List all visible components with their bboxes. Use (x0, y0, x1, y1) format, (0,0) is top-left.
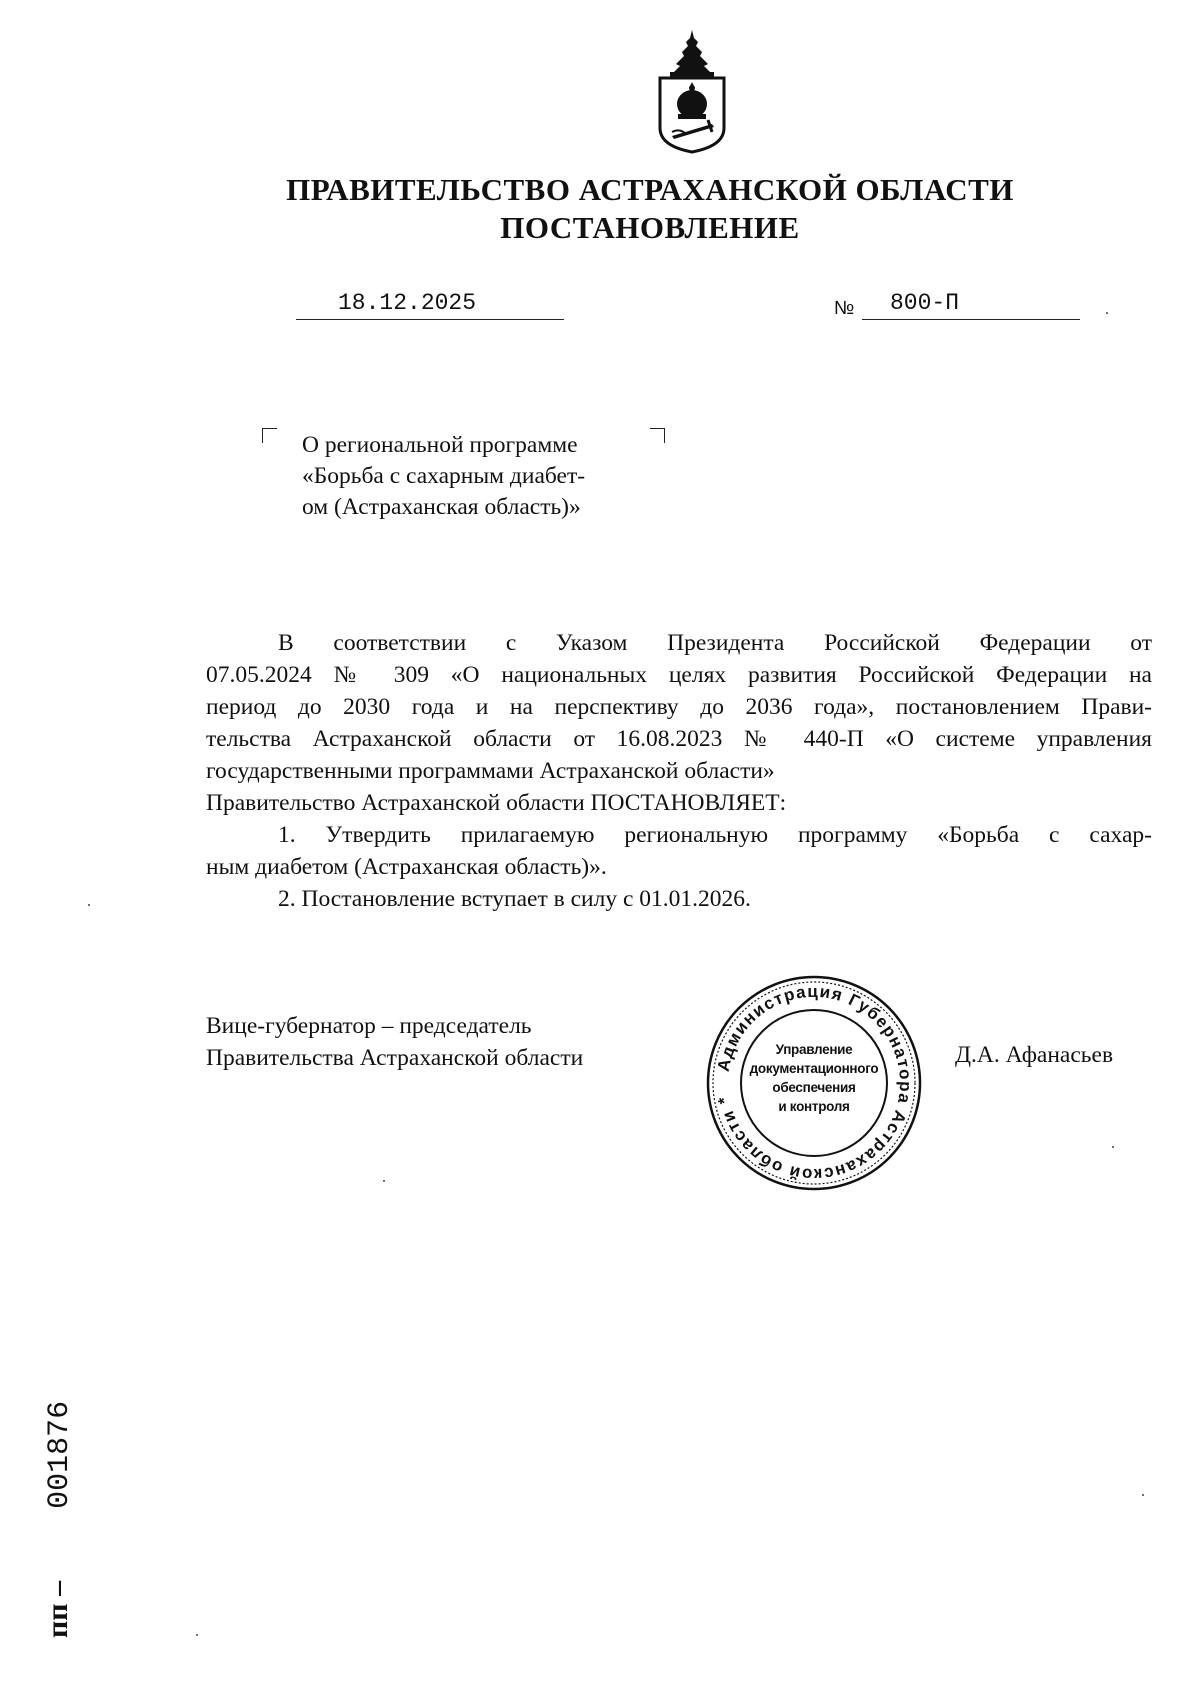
preamble-line: 07.05.2024 № 309 «О национальных целях развития Российской Федерации на (206, 662, 1152, 688)
signer-title (206, 1010, 583, 1074)
document-date: 18.12.2025 (296, 290, 564, 320)
side-mark-number: 001876 (43, 1400, 77, 1509)
stamp-center-line: обеспечения (772, 1080, 856, 1095)
stamp-ring-text: Администрация Губернатора Астраханской области * (713, 981, 916, 1185)
subject-line: «Борьба с сахарным диабет- (302, 463, 586, 489)
item-1-line: 1. Утвердить прилагаемую региональную программу «Борьба с сахар- (278, 822, 1152, 848)
document-subject (302, 430, 662, 523)
subject-corner-left (262, 428, 277, 443)
item-2-line: 2. Постановление вступает в силу с 01.01.2026. (278, 886, 751, 912)
subject-line: ом (Астраханская область)» (302, 494, 581, 520)
coat-of-arms-icon (654, 28, 730, 154)
signer-title-line: Правительства Астраханской области (206, 1045, 584, 1071)
item-1-line: ным диабетом (Астраханская область)». (206, 854, 607, 880)
scan-speck (1142, 1494, 1144, 1496)
preamble-line: тельства Астраханской области от 16.08.2023 № 440-П «О системе управления (206, 726, 1152, 752)
number-sign: № (834, 298, 855, 319)
scan-speck (88, 904, 90, 906)
preamble-line: В соответствии с Указом Президента Российской Федерации от (278, 630, 1152, 656)
resolution-line: Правительство Астраханской области ПОСТАНОВЛЯЕТ: (206, 790, 787, 816)
scan-speck (196, 1634, 198, 1636)
preamble-line: государственными программами Астраханской области» (206, 758, 775, 784)
document-type-title: ПОСТАНОВЛЕНИЕ (500, 210, 800, 245)
preamble-line: период до 2030 года и на перспективу до 2036 года», постановлением Прави- (206, 694, 1152, 720)
side-registration-mark (38, 1378, 78, 1638)
scan-speck (1106, 312, 1108, 314)
stamp-center-line: Управление (775, 1042, 853, 1057)
scan-speck (383, 1180, 385, 1182)
stamp-center-line: и контроля (778, 1099, 850, 1114)
official-stamp (703, 972, 925, 1194)
document-body (206, 627, 1152, 915)
stamp-center-text (743, 1040, 885, 1116)
subject-line: О региональной программе (302, 432, 578, 458)
signer-title-line: Вице-губернатор – председатель (206, 1013, 532, 1039)
organization-title: ПРАВИТЕЛЬСТВО АСТРАХАНСКОЙ ОБЛАСТИ (286, 172, 1014, 207)
side-mark-prefix: пп – (41, 1580, 74, 1638)
stamp-center-line: документационного (749, 1061, 879, 1076)
signer-name: Д.А. Афанасьев (955, 1042, 1114, 1068)
document-number: 800-П (862, 290, 1080, 320)
scan-speck (1112, 1146, 1114, 1148)
